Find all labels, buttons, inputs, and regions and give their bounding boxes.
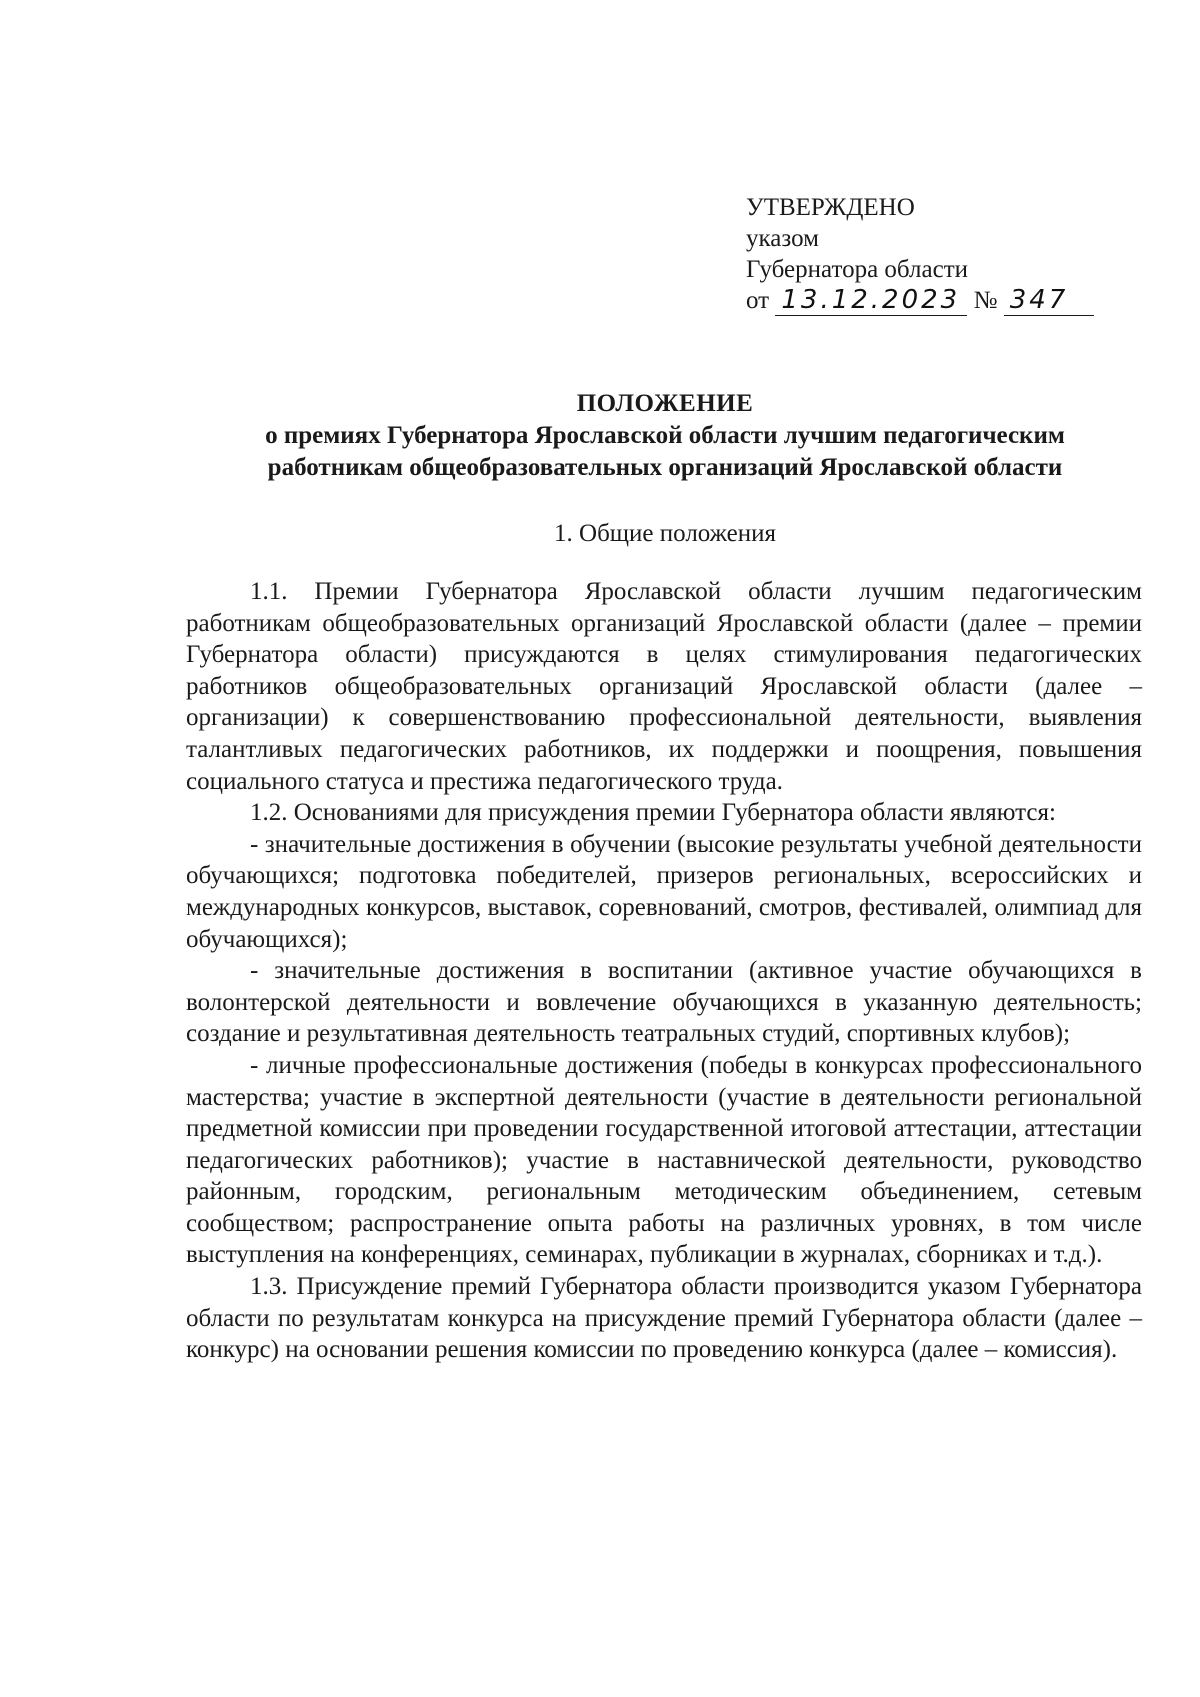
- document-body: [186, 576, 1142, 1366]
- governor-label: Губернатора области: [746, 256, 968, 283]
- document-heading: [130, 388, 1200, 484]
- paragraph-1-2: 1.2. Основаниями для присуждения премии Губернатора области являются:: [250, 799, 1056, 827]
- list-item-professional: - личные профессиональные достижения (победы в конкурсах профессионального мастерства; участие в экспертной деятельности (участие в деятельности региональной предметной комиссии при проведении государственной итоговой аттестации, аттестации педагогических работников); участие в наставнической деятельности, руководство районным, городским, региональным методическим объединением, сетевым сообществом; распространение опыта работы на различных уровнях, в том числе выступления на конференциях, семинарах, публикации в журналах, сборниках и т.д.).: [186, 1051, 1142, 1269]
- approved-label: УТВЕРЖДЕНО: [746, 194, 915, 221]
- from-label: от: [746, 287, 770, 314]
- approval-stamp-block: [746, 192, 1094, 316]
- handwritten-number: 347: [1004, 287, 1094, 316]
- section-title: 1. Общие положения: [554, 520, 776, 547]
- document-title: ПОЛОЖЕНИЕ: [576, 390, 754, 417]
- decree-label: указом: [746, 225, 819, 252]
- paragraph-1-3: 1.3. Присуждение премий Губернатора области производится указом Губернатора области по результатам конкурса на присуждение премий Губернатора области (далее – конкурс) на основании решения комиссии по проведению конкурса (далее – комиссия).: [186, 1273, 1142, 1364]
- date-number-line: [746, 285, 1094, 316]
- handwritten-date: 13.12.2023: [775, 287, 967, 316]
- paragraph-1-1: 1.1. Премии Губернатора Ярославской области лучшим педагогическим работникам общеобразовательных организаций Ярославской области (далее – премии Губернатора области) присуждаются в целях стимулирования педагогических работников общеобразовательных организаций Ярославской области (далее – организации) к совершенствованию профессиональной деятельности, выявления талантливых педагогических работников, их поддержки и поощрения, повышения социального статуса и престижа педагогического труда.: [186, 578, 1142, 795]
- list-item-upbringing: - значительные достижения в воспитании (активное участие обучающихся в волонтерской деятельности и вовлечение обучающихся в указанную деятельность; создание и результативная деятельность театральных студий, спортивных клубов);: [186, 957, 1142, 1048]
- number-label: №: [973, 287, 998, 314]
- list-item-education: - значительные достижения в обучении (высокие результаты учебной деятельности обучающихся; подготовка победителей, призеров региональных, всероссийских и международных конкурсов, выставок, соревнований, смотров, фестивалей, олимпиад для обучающихся);: [186, 830, 1142, 953]
- document-subtitle-line-2: работникам общеобразовательных организаций Ярославской области: [267, 454, 1063, 481]
- document-subtitle-line-1: о премиях Губернатора Ярославской области лучшим педагогическим: [265, 422, 1065, 449]
